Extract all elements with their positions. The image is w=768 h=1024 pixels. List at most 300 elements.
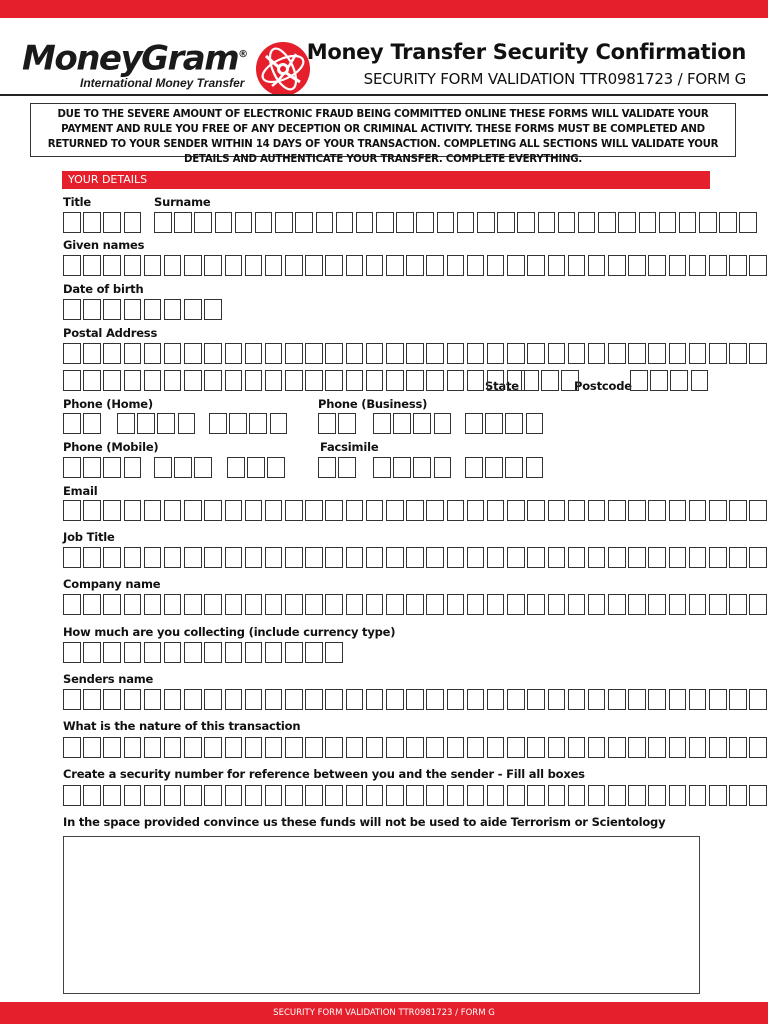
character-box[interactable] <box>124 785 142 806</box>
character-box[interactable] <box>346 689 364 710</box>
character-box[interactable] <box>245 689 263 710</box>
character-box[interactable] <box>447 255 465 276</box>
character-box[interactable] <box>265 370 283 391</box>
character-box[interactable] <box>184 299 202 320</box>
character-box[interactable] <box>366 343 384 364</box>
character-box[interactable] <box>204 785 222 806</box>
character-box[interactable] <box>265 255 283 276</box>
character-box[interactable] <box>578 212 596 233</box>
character-box[interactable] <box>521 370 539 391</box>
character-box[interactable] <box>709 343 727 364</box>
character-box[interactable] <box>487 255 505 276</box>
character-box[interactable] <box>588 255 606 276</box>
character-box[interactable] <box>267 457 285 478</box>
character-box[interactable] <box>144 500 162 521</box>
character-box[interactable] <box>648 500 666 521</box>
character-box[interactable] <box>265 785 283 806</box>
character-box[interactable] <box>144 370 162 391</box>
character-box[interactable] <box>457 212 475 233</box>
character-box[interactable] <box>124 343 142 364</box>
character-box[interactable] <box>103 500 121 521</box>
character-box[interactable] <box>124 500 142 521</box>
character-box[interactable] <box>568 547 586 568</box>
character-box[interactable] <box>83 255 101 276</box>
character-box[interactable] <box>174 212 192 233</box>
character-box[interactable] <box>157 413 175 434</box>
character-box[interactable] <box>275 212 293 233</box>
character-box[interactable] <box>568 594 586 615</box>
character-box[interactable] <box>749 343 767 364</box>
phone-business-area-boxes[interactable] <box>318 413 358 434</box>
character-box[interactable] <box>437 212 455 233</box>
character-box[interactable] <box>669 343 687 364</box>
character-box[interactable] <box>366 594 384 615</box>
character-box[interactable] <box>467 547 485 568</box>
character-box[interactable] <box>650 370 668 391</box>
character-box[interactable] <box>184 642 202 663</box>
character-box[interactable] <box>505 413 523 434</box>
phone-home-part2-boxes[interactable] <box>209 413 290 434</box>
character-box[interactable] <box>719 212 737 233</box>
character-box[interactable] <box>225 370 243 391</box>
character-box[interactable] <box>588 785 606 806</box>
character-box[interactable] <box>305 255 323 276</box>
character-box[interactable] <box>63 370 81 391</box>
character-box[interactable] <box>83 370 101 391</box>
character-box[interactable] <box>729 343 747 364</box>
facsimile-part1-boxes[interactable] <box>373 457 454 478</box>
character-box[interactable] <box>178 413 196 434</box>
character-box[interactable] <box>749 594 767 615</box>
character-box[interactable] <box>487 737 505 758</box>
character-box[interactable] <box>117 413 135 434</box>
character-box[interactable] <box>467 255 485 276</box>
character-box[interactable] <box>527 594 545 615</box>
character-box[interactable] <box>749 547 767 568</box>
character-box[interactable] <box>467 370 485 391</box>
character-box[interactable] <box>245 594 263 615</box>
character-box[interactable] <box>386 500 404 521</box>
character-box[interactable] <box>63 255 81 276</box>
character-box[interactable] <box>184 737 202 758</box>
facsimile-part2-boxes[interactable] <box>465 457 546 478</box>
character-box[interactable] <box>124 299 142 320</box>
character-box[interactable] <box>588 500 606 521</box>
character-box[interactable] <box>548 785 566 806</box>
character-box[interactable] <box>749 689 767 710</box>
character-box[interactable] <box>103 785 121 806</box>
character-box[interactable] <box>749 255 767 276</box>
character-box[interactable] <box>659 212 677 233</box>
character-box[interactable] <box>669 785 687 806</box>
character-box[interactable] <box>103 299 121 320</box>
character-box[interactable] <box>669 689 687 710</box>
character-box[interactable] <box>729 500 747 521</box>
character-box[interactable] <box>204 737 222 758</box>
character-box[interactable] <box>396 212 414 233</box>
character-box[interactable] <box>305 737 323 758</box>
character-box[interactable] <box>63 689 81 710</box>
character-box[interactable] <box>83 413 101 434</box>
character-box[interactable] <box>527 255 545 276</box>
character-box[interactable] <box>467 500 485 521</box>
character-box[interactable] <box>255 212 273 233</box>
character-box[interactable] <box>124 255 142 276</box>
character-box[interactable] <box>83 500 101 521</box>
character-box[interactable] <box>63 785 81 806</box>
character-box[interactable] <box>103 689 121 710</box>
collecting-amount-boxes[interactable] <box>63 642 346 663</box>
character-box[interactable] <box>648 255 666 276</box>
character-box[interactable] <box>285 737 303 758</box>
character-box[interactable] <box>265 343 283 364</box>
character-box[interactable] <box>245 500 263 521</box>
character-box[interactable] <box>346 370 364 391</box>
character-box[interactable] <box>103 737 121 758</box>
character-box[interactable] <box>194 457 212 478</box>
character-box[interactable] <box>467 689 485 710</box>
character-box[interactable] <box>497 212 515 233</box>
character-box[interactable] <box>346 785 364 806</box>
character-box[interactable] <box>406 343 424 364</box>
character-box[interactable] <box>729 737 747 758</box>
character-box[interactable] <box>83 642 101 663</box>
character-box[interactable] <box>689 594 707 615</box>
character-box[interactable] <box>285 370 303 391</box>
character-box[interactable] <box>366 689 384 710</box>
character-box[interactable] <box>670 370 688 391</box>
character-box[interactable] <box>413 457 431 478</box>
character-box[interactable] <box>325 737 343 758</box>
character-box[interactable] <box>63 737 81 758</box>
character-box[interactable] <box>154 212 172 233</box>
character-box[interactable] <box>285 255 303 276</box>
character-box[interactable] <box>517 212 535 233</box>
character-box[interactable] <box>103 642 121 663</box>
character-box[interactable] <box>527 343 545 364</box>
character-box[interactable] <box>648 737 666 758</box>
character-box[interactable] <box>184 689 202 710</box>
character-box[interactable] <box>729 547 747 568</box>
character-box[interactable] <box>144 737 162 758</box>
character-box[interactable] <box>426 547 444 568</box>
phone-mobile-part2-boxes[interactable] <box>154 457 215 478</box>
character-box[interactable] <box>669 547 687 568</box>
character-box[interactable] <box>526 457 544 478</box>
character-box[interactable] <box>184 785 202 806</box>
company-name-boxes[interactable] <box>63 594 768 615</box>
character-box[interactable] <box>265 642 283 663</box>
character-box[interactable] <box>487 547 505 568</box>
character-box[interactable] <box>648 785 666 806</box>
title-boxes[interactable] <box>63 212 144 233</box>
character-box[interactable] <box>426 737 444 758</box>
character-box[interactable] <box>83 212 101 233</box>
character-box[interactable] <box>305 547 323 568</box>
character-box[interactable] <box>154 457 172 478</box>
character-box[interactable] <box>406 737 424 758</box>
character-box[interactable] <box>245 642 263 663</box>
character-box[interactable] <box>83 457 101 478</box>
character-box[interactable] <box>325 547 343 568</box>
character-box[interactable] <box>406 255 424 276</box>
character-box[interactable] <box>487 343 505 364</box>
character-box[interactable] <box>709 737 727 758</box>
character-box[interactable] <box>346 547 364 568</box>
character-box[interactable] <box>164 343 182 364</box>
character-box[interactable] <box>366 370 384 391</box>
character-box[interactable] <box>225 594 243 615</box>
character-box[interactable] <box>426 370 444 391</box>
character-box[interactable] <box>487 500 505 521</box>
character-box[interactable] <box>507 500 525 521</box>
character-box[interactable] <box>285 500 303 521</box>
character-box[interactable] <box>373 413 391 434</box>
character-box[interactable] <box>204 370 222 391</box>
character-box[interactable] <box>144 642 162 663</box>
character-box[interactable] <box>729 594 747 615</box>
character-box[interactable] <box>630 370 648 391</box>
character-box[interactable] <box>247 457 265 478</box>
character-box[interactable] <box>628 547 646 568</box>
character-box[interactable] <box>144 299 162 320</box>
character-box[interactable] <box>184 547 202 568</box>
character-box[interactable] <box>285 785 303 806</box>
character-box[interactable] <box>346 594 364 615</box>
character-box[interactable] <box>265 689 283 710</box>
character-box[interactable] <box>588 737 606 758</box>
character-box[interactable] <box>83 343 101 364</box>
character-box[interactable] <box>413 413 431 434</box>
character-box[interactable] <box>628 785 646 806</box>
character-box[interactable] <box>568 343 586 364</box>
character-box[interactable] <box>527 500 545 521</box>
character-box[interactable] <box>416 212 434 233</box>
character-box[interactable] <box>447 785 465 806</box>
character-box[interactable] <box>628 689 646 710</box>
character-box[interactable] <box>318 457 336 478</box>
character-box[interactable] <box>527 785 545 806</box>
character-box[interactable] <box>325 642 343 663</box>
character-box[interactable] <box>447 547 465 568</box>
character-box[interactable] <box>648 594 666 615</box>
character-box[interactable] <box>487 689 505 710</box>
state-boxes[interactable] <box>521 370 582 391</box>
character-box[interactable] <box>689 737 707 758</box>
character-box[interactable] <box>346 343 364 364</box>
character-box[interactable] <box>507 785 525 806</box>
character-box[interactable] <box>164 255 182 276</box>
character-box[interactable] <box>406 785 424 806</box>
character-box[interactable] <box>467 737 485 758</box>
character-box[interactable] <box>144 343 162 364</box>
character-box[interactable] <box>63 343 81 364</box>
character-box[interactable] <box>467 594 485 615</box>
character-box[interactable] <box>608 737 626 758</box>
character-box[interactable] <box>598 212 616 233</box>
character-box[interactable] <box>305 594 323 615</box>
character-box[interactable] <box>507 255 525 276</box>
character-box[interactable] <box>338 457 356 478</box>
character-box[interactable] <box>103 594 121 615</box>
character-box[interactable] <box>124 547 142 568</box>
character-box[interactable] <box>366 255 384 276</box>
character-box[interactable] <box>426 343 444 364</box>
character-box[interactable] <box>386 737 404 758</box>
character-box[interactable] <box>184 255 202 276</box>
character-box[interactable] <box>487 370 505 391</box>
character-box[interactable] <box>63 457 81 478</box>
character-box[interactable] <box>689 255 707 276</box>
character-box[interactable] <box>729 785 747 806</box>
character-box[interactable] <box>325 255 343 276</box>
character-box[interactable] <box>305 343 323 364</box>
character-box[interactable] <box>485 457 503 478</box>
character-box[interactable] <box>164 785 182 806</box>
character-box[interactable] <box>83 689 101 710</box>
character-box[interactable] <box>648 343 666 364</box>
character-box[interactable] <box>669 500 687 521</box>
character-box[interactable] <box>568 689 586 710</box>
character-box[interactable] <box>739 212 757 233</box>
character-box[interactable] <box>194 212 212 233</box>
character-box[interactable] <box>103 457 121 478</box>
character-box[interactable] <box>548 689 566 710</box>
security-number-boxes[interactable] <box>63 785 768 806</box>
character-box[interactable] <box>225 343 243 364</box>
character-box[interactable] <box>265 737 283 758</box>
character-box[interactable] <box>184 343 202 364</box>
character-box[interactable] <box>467 785 485 806</box>
character-box[interactable] <box>526 413 544 434</box>
character-box[interactable] <box>608 255 626 276</box>
character-box[interactable] <box>346 500 364 521</box>
character-box[interactable] <box>669 594 687 615</box>
job-title-boxes[interactable] <box>63 547 768 568</box>
character-box[interactable] <box>709 594 727 615</box>
character-box[interactable] <box>204 642 222 663</box>
character-box[interactable] <box>434 457 452 478</box>
character-box[interactable] <box>164 737 182 758</box>
character-box[interactable] <box>325 343 343 364</box>
character-box[interactable] <box>568 785 586 806</box>
character-box[interactable] <box>103 212 121 233</box>
character-box[interactable] <box>245 255 263 276</box>
character-box[interactable] <box>628 737 646 758</box>
character-box[interactable] <box>689 500 707 521</box>
character-box[interactable] <box>164 500 182 521</box>
character-box[interactable] <box>164 299 182 320</box>
character-box[interactable] <box>507 689 525 710</box>
character-box[interactable] <box>505 457 523 478</box>
character-box[interactable] <box>376 212 394 233</box>
character-box[interactable] <box>608 785 626 806</box>
character-box[interactable] <box>465 457 483 478</box>
character-box[interactable] <box>628 500 646 521</box>
character-box[interactable] <box>124 370 142 391</box>
character-box[interactable] <box>386 594 404 615</box>
character-box[interactable] <box>393 413 411 434</box>
character-box[interactable] <box>588 594 606 615</box>
character-box[interactable] <box>568 255 586 276</box>
character-box[interactable] <box>83 594 101 615</box>
transaction-nature-boxes[interactable] <box>63 737 768 758</box>
character-box[interactable] <box>548 594 566 615</box>
character-box[interactable] <box>103 547 121 568</box>
character-box[interactable] <box>487 594 505 615</box>
character-box[interactable] <box>386 785 404 806</box>
character-box[interactable] <box>144 594 162 615</box>
character-box[interactable] <box>366 785 384 806</box>
character-box[interactable] <box>689 689 707 710</box>
character-box[interactable] <box>305 689 323 710</box>
character-box[interactable] <box>164 642 182 663</box>
character-box[interactable] <box>558 212 576 233</box>
character-box[interactable] <box>204 500 222 521</box>
character-box[interactable] <box>285 547 303 568</box>
character-box[interactable] <box>245 785 263 806</box>
character-box[interactable] <box>447 737 465 758</box>
character-box[interactable] <box>225 547 243 568</box>
character-box[interactable] <box>265 500 283 521</box>
character-box[interactable] <box>709 547 727 568</box>
phone-home-part1-boxes[interactable] <box>117 413 198 434</box>
character-box[interactable] <box>527 737 545 758</box>
character-box[interactable] <box>265 547 283 568</box>
character-box[interactable] <box>373 457 391 478</box>
character-box[interactable] <box>426 255 444 276</box>
character-box[interactable] <box>346 737 364 758</box>
character-box[interactable] <box>63 500 81 521</box>
character-box[interactable] <box>265 594 283 615</box>
character-box[interactable] <box>63 594 81 615</box>
character-box[interactable] <box>225 785 243 806</box>
character-box[interactable] <box>588 689 606 710</box>
character-box[interactable] <box>245 343 263 364</box>
character-box[interactable] <box>426 689 444 710</box>
character-box[interactable] <box>527 547 545 568</box>
character-box[interactable] <box>124 737 142 758</box>
character-box[interactable] <box>225 255 243 276</box>
character-box[interactable] <box>548 500 566 521</box>
character-box[interactable] <box>393 457 411 478</box>
character-box[interactable] <box>270 413 288 434</box>
character-box[interactable] <box>541 370 559 391</box>
character-box[interactable] <box>691 370 709 391</box>
character-box[interactable] <box>366 737 384 758</box>
date-of-birth-boxes[interactable] <box>63 299 225 320</box>
character-box[interactable] <box>164 547 182 568</box>
character-box[interactable] <box>225 737 243 758</box>
character-box[interactable] <box>83 785 101 806</box>
character-box[interactable] <box>316 212 334 233</box>
character-box[interactable] <box>235 212 253 233</box>
character-box[interactable] <box>124 457 142 478</box>
character-box[interactable] <box>386 370 404 391</box>
character-box[interactable] <box>588 343 606 364</box>
character-box[interactable] <box>669 737 687 758</box>
character-box[interactable] <box>144 689 162 710</box>
character-box[interactable] <box>325 500 343 521</box>
character-box[interactable] <box>447 594 465 615</box>
character-box[interactable] <box>618 212 636 233</box>
phone-home-area-boxes[interactable] <box>63 413 103 434</box>
character-box[interactable] <box>699 212 717 233</box>
character-box[interactable] <box>588 547 606 568</box>
character-box[interactable] <box>548 737 566 758</box>
character-box[interactable] <box>325 370 343 391</box>
given-names-boxes[interactable] <box>63 255 768 276</box>
